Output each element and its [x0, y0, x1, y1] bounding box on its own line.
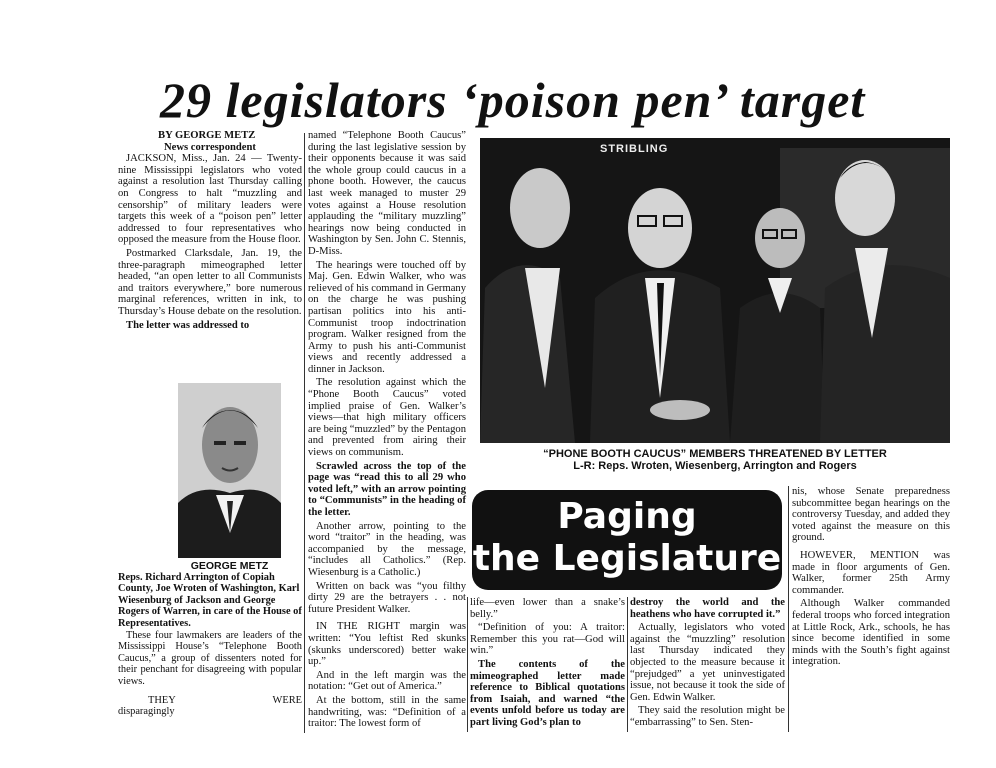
paragraph: Actually, legislators who voted against the “muzzling” resolution last Thursday indicated they objected to the measure because it “prejudged” a yet uninvestigated issue, not because it took the side of Gen. Edwin Walker. — [630, 622, 785, 703]
paragraph: “Definition of you: A traitor: Remember this you rat—God will win.” — [470, 622, 625, 657]
paragraph: Written on back was “you filthy dirty 29 are the betrayers . . not future President Walker. — [308, 580, 466, 615]
banner-line-1: Paging — [557, 496, 697, 537]
paragraph-bold: The letter was addressed to — [126, 319, 250, 331]
photo-caption-line-2: L-R: Reps. Wroten, Wiesenberg, Arrington and Rogers — [573, 460, 857, 472]
caption-text: Reps. Richard Arrington of Copiah County, Joe Wroten of Washington, Karl Wiesenburg of Jackson and George Rogers of Warren, in care of the House of Representatives. — [118, 572, 302, 629]
paragraph-bold: Scrawled across the top of the page was “read this to all 29 who voted left,” with an arrow pointing to “Communists” in the heading of the letter. — [308, 460, 466, 518]
byline — [118, 130, 302, 153]
paragraph: JACKSON, Miss., Jan. 24 — Twenty-nine Mississippi legislators who voted against a resolution last Thursday calling on Congress to halt “muzzling and censorship” of military leaders were targets this week of a “poison pen” letter addressed to four representatives who opposed the measure from the House floor. — [118, 153, 302, 246]
article-column-4 — [630, 597, 785, 731]
banner-line-2: the Legislature — [472, 538, 782, 579]
paragraph: Although Walker commanded federal troops who forced integration at Little Rock, Ark., schools, he has since become identified in some minds with the South’s fight against integration. — [792, 598, 950, 668]
byline-author: BY GEORGE METZ — [158, 130, 256, 141]
photo-caption — [480, 448, 950, 472]
paragraph: These four lawmakers are leaders of the Mississippi House’s “Telephone Booth Caucus,” a group of dissenters noted for their penchant for disagreeing with popular views. — [118, 630, 302, 687]
paragraph: THEY WERE disparagingly — [118, 695, 302, 718]
caucus-photo — [480, 138, 950, 443]
article-column-2 — [308, 130, 466, 732]
paragraph: The resolution against which the “Phone Booth Caucus” voted implied praise of Gen. Walker’s views—that high military officers are being “muzzled” by the Pentagon and prevented from airing their views on communism. — [308, 377, 466, 459]
article-column-1 — [118, 130, 302, 333]
section-banner — [472, 490, 782, 590]
paragraph: nis, whose Senate preparedness subcommittee began hearings on the controversy Tuesday, and added they voted against the measure on this ground. — [792, 486, 950, 544]
column-rule — [467, 597, 468, 732]
paragraph: life—even lower than a snake’s belly.” — [470, 597, 625, 620]
article-column-5 — [792, 486, 950, 670]
photo-caption-line-1: “PHONE BOOTH CAUCUS” MEMBERS THREATENED BY LETTER — [543, 448, 887, 460]
column-rule — [627, 597, 628, 732]
paragraph: Another arrow, pointing to the word “traitor” in the heading, was accompanied by the message, “includes all Catholics.” (Rep. Wiesenburg is a Catholic.) — [308, 520, 466, 578]
portrait-caption — [118, 572, 302, 718]
paragraph: IN THE RIGHT margin was written: “You leftist Red skunks (skunks underscored) better wake up.” — [308, 621, 466, 668]
portrait-name: GEORGE METZ — [190, 560, 269, 572]
paragraph: named “Telephone Booth Caucus” during the last legislative session by their opponents because it was said the whole group could caucus in a phone booth. However, the caucus last week managed to muster 29 votes against a House resolution applauding the “military muzzling” hearings now being conducted in Washington by Sen. John C. Stennis, D-Miss. — [308, 130, 466, 257]
photo-sign-text: STRIBLING — [600, 143, 669, 155]
col1-continued — [118, 630, 302, 718]
portrait-photo — [178, 383, 281, 558]
paragraph: At the bottom, still in the same handwriting, was: “Definition of a traitor: The lowest form of — [308, 694, 466, 730]
paragraph: And in the left margin was the notation: “Get out of America.” — [308, 669, 466, 693]
paragraph-bold: destroy the world and the heathens who have corrupted it.” — [630, 597, 785, 620]
article-column-3 — [470, 597, 625, 731]
paragraph: They said the resolution might be “embarrassing” to Sen. Sten- — [630, 705, 785, 728]
column-rule — [304, 133, 305, 733]
byline-role: News correspondent — [164, 141, 256, 153]
paragraph: HOWEVER, MENTION was made in floor arguments of Gen. Walker, former 25th Army commander. — [792, 549, 950, 596]
column-rule — [788, 486, 789, 732]
paragraph: Postmarked Clarksdale, Jan. 19, the three-paragraph mimeographed letter headed, “an open letter to all Communists and traitors everywhere,” bore numerous marginal references, written in ink, to Thursday’s House debate on the resolution. — [118, 247, 302, 317]
paragraph: The hearings were touched off by Maj. Gen. Edwin Walker, who was relieved of his command in Germany on the charge he was pushing partisan politics into his anti-Communist troop indoctrination program. Walker resigned from the Army to push his anti-Communist views and recently addressed a dinner in Jackson. — [308, 259, 466, 375]
headline: 29 legislators ‘poison pen’ target — [160, 72, 866, 128]
paragraph-bold: The contents of the mimeographed letter made reference to Biblical quotations from Isaiah, and warned “the events unfold before us today are part living God’s plan to — [470, 658, 625, 728]
